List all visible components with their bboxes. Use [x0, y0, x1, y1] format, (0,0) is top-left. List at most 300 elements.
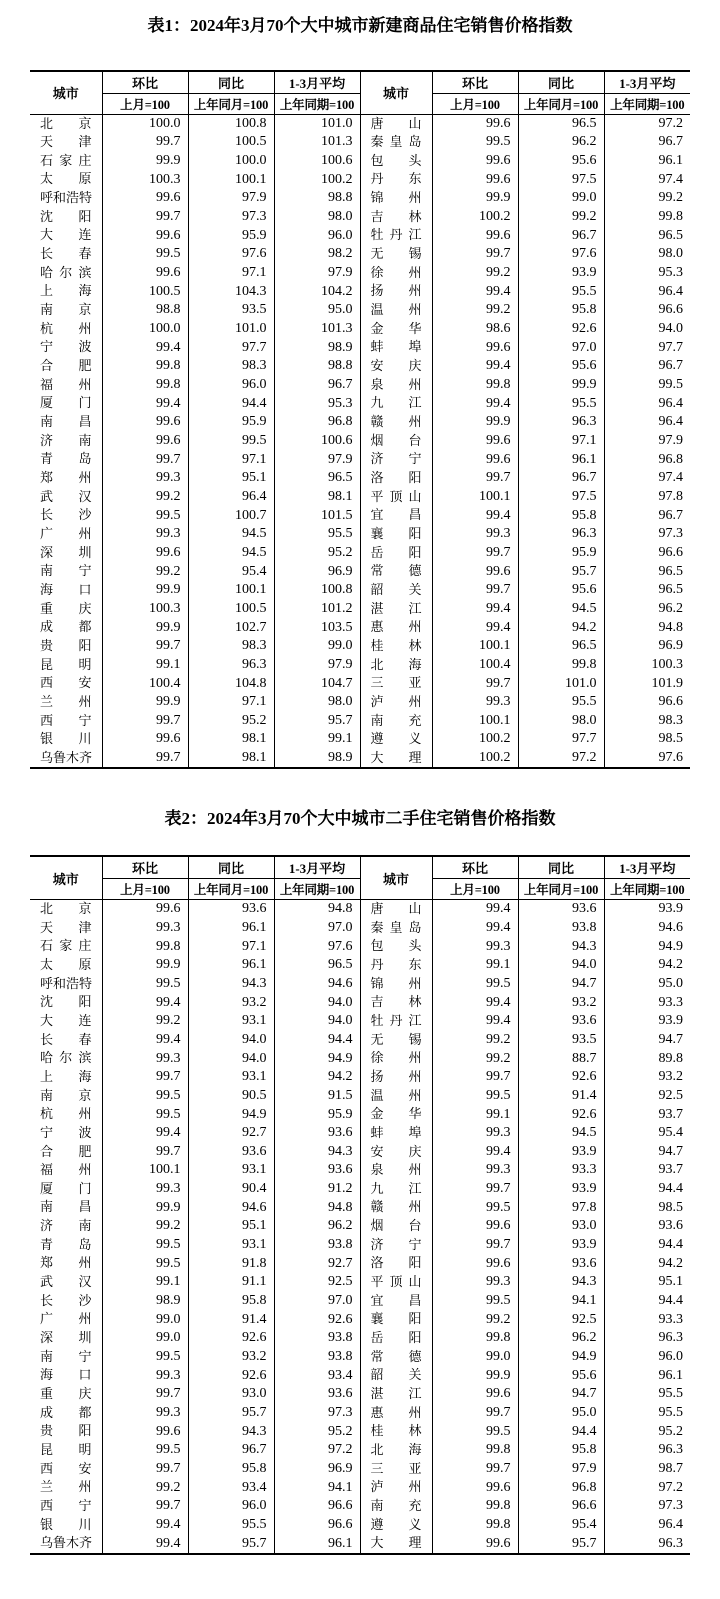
city-name: 平顶山 — [370, 488, 422, 504]
city-name: 长沙 — [40, 1292, 92, 1308]
city-name: 九江 — [370, 395, 422, 411]
city-cell — [360, 1310, 432, 1329]
city-name: 无锡 — [370, 1031, 422, 1047]
index-value-cell: 99.4 — [102, 993, 188, 1012]
table-row — [30, 600, 690, 619]
city-cell — [360, 208, 432, 227]
city-cell — [360, 712, 432, 731]
city-name: 惠州 — [370, 619, 422, 635]
index-value-cell: 94.5 — [188, 544, 274, 563]
index-value-cell: 95.1 — [188, 1217, 274, 1236]
index-value-cell: 99.5 — [102, 1348, 188, 1367]
index-value-cell: 98.1 — [274, 488, 360, 507]
city-name: 沈阳 — [40, 994, 92, 1010]
index-value-cell: 94.5 — [518, 1124, 604, 1143]
index-value-cell: 99.8 — [658, 209, 683, 225]
city-cell — [30, 525, 102, 544]
city-name: 惠州 — [370, 1404, 422, 1420]
index-value-cell: 96.7 — [518, 469, 604, 488]
header-mom-base-right: 上月=100 — [432, 93, 518, 114]
city-name: 南昌 — [40, 1199, 92, 1215]
index-value-cell: 96.1 — [188, 956, 274, 975]
index-value-cell: 101.0 — [274, 114, 360, 133]
city-cell — [30, 1348, 102, 1367]
table-row — [30, 432, 690, 451]
index-value-cell: 97.3 — [274, 1404, 360, 1423]
index-value-cell: 93.3 — [518, 1161, 604, 1180]
index-value-cell: 99.6 — [102, 189, 188, 208]
index-value-cell: 97.2 — [274, 1441, 360, 1460]
index-value-cell: 95.9 — [188, 413, 274, 432]
index-value-cell: 96.3 — [188, 656, 274, 675]
index-value-cell: 100.1 — [102, 1161, 188, 1180]
index-value-cell: 99.5 — [432, 975, 518, 994]
city-cell — [30, 749, 102, 769]
city-name: 兰州 — [40, 1479, 92, 1495]
index-value-cell: 99.2 — [432, 264, 518, 283]
table-row — [30, 1460, 690, 1479]
city-name: 三亚 — [370, 675, 422, 691]
city-cell — [360, 1031, 432, 1050]
index-value-cell: 95.6 — [518, 152, 604, 171]
index-value-cell: 97.6 — [658, 750, 683, 766]
city-cell — [30, 1460, 102, 1479]
index-value-cell: 99.8 — [102, 357, 188, 376]
city-cell — [360, 133, 432, 152]
city-cell — [360, 170, 432, 189]
index-value-cell: 99.6 — [102, 413, 188, 432]
header-yoy-left: 同比 — [188, 856, 274, 878]
city-cell — [360, 1180, 432, 1199]
city-cell — [360, 245, 432, 264]
city-name: 海口 — [40, 1367, 92, 1383]
index-value-cell: 98.5 — [658, 1199, 683, 1215]
city-name: 成都 — [40, 1404, 92, 1420]
city-name: 金华 — [370, 1106, 422, 1122]
index-value-cell: 91.2 — [274, 1180, 360, 1199]
city-name: 岳阳 — [370, 544, 422, 560]
table1-header — [30, 71, 690, 114]
table-row — [30, 730, 690, 749]
table-row — [30, 1068, 690, 1087]
index-value-cell: 99.4 — [432, 506, 518, 525]
table-row — [30, 693, 690, 712]
city-cell — [30, 544, 102, 563]
index-value-cell: 96.6 — [658, 302, 683, 318]
index-value-cell: 96.4 — [658, 395, 683, 411]
index-value-cell: 99.5 — [102, 506, 188, 525]
table-row — [30, 1217, 690, 1236]
table-row — [30, 264, 690, 283]
index-value-cell: 99.2 — [432, 1031, 518, 1050]
city-name: 贵阳 — [40, 1423, 92, 1439]
index-value-cell: 97.2 — [658, 115, 683, 131]
index-value-cell: 96.7 — [658, 134, 683, 150]
table-row — [30, 1031, 690, 1050]
index-value-cell: 99.8 — [432, 1329, 518, 1348]
table-row — [30, 506, 690, 525]
header-yoy-base-left: 上年同月=100 — [188, 93, 274, 114]
table-row — [30, 919, 690, 938]
index-value-cell: 99.6 — [432, 432, 518, 451]
index-value-cell: 95.3 — [658, 265, 683, 281]
index-value-cell: 94.1 — [274, 1478, 360, 1497]
city-cell — [360, 1329, 432, 1348]
index-value-cell: 97.9 — [188, 189, 274, 208]
index-value-cell: 97.9 — [274, 656, 360, 675]
header-avg-base-left: 上年同期=100 — [274, 878, 360, 899]
index-value-cell: 99.5 — [102, 245, 188, 264]
index-value-cell: 94.4 — [188, 394, 274, 413]
index-value-cell: 99.6 — [432, 170, 518, 189]
city-cell — [360, 600, 432, 619]
table-row — [30, 1385, 690, 1404]
header-yoy-base-right: 上年同月=100 — [518, 878, 604, 899]
table-row — [30, 637, 690, 656]
city-cell — [30, 1516, 102, 1535]
index-value-cell: 99.7 — [432, 1460, 518, 1479]
index-value-cell: 96.6 — [658, 544, 683, 560]
index-value-cell: 94.4 — [518, 1422, 604, 1441]
index-value-cell: 95.7 — [518, 562, 604, 581]
index-value-cell: 103.5 — [274, 618, 360, 637]
index-value-cell: 98.6 — [432, 320, 518, 339]
index-value-cell: 99.4 — [432, 618, 518, 637]
city-name: 石家庄 — [40, 152, 92, 168]
city-name: 厦门 — [40, 395, 92, 411]
new-home-index-section — [30, 14, 690, 769]
index-value-cell: 95.9 — [518, 544, 604, 563]
city-name: 平顶山 — [370, 1274, 422, 1290]
index-value-cell: 92.7 — [188, 1124, 274, 1143]
index-value-cell: 100.0 — [102, 320, 188, 339]
index-value-cell: 94.2 — [658, 1255, 683, 1271]
city-name: 宜昌 — [370, 507, 422, 523]
header-avg-left: 1-3月平均 — [274, 856, 360, 878]
index-value-cell: 93.1 — [188, 1012, 274, 1031]
index-value-cell: 100.2 — [432, 749, 518, 769]
header-mom-right: 环比 — [432, 71, 518, 93]
city-name: 金华 — [370, 320, 422, 336]
index-value-cell: 95.6 — [518, 581, 604, 600]
index-value-cell: 99.7 — [432, 581, 518, 600]
index-value-cell: 99.7 — [102, 637, 188, 656]
table-row — [30, 1124, 690, 1143]
city-name: 泸州 — [370, 1479, 422, 1495]
table-row — [30, 1478, 690, 1497]
table-row — [30, 1497, 690, 1516]
index-value-cell: 96.3 — [518, 525, 604, 544]
city-cell — [360, 1161, 432, 1180]
city-name: 桂林 — [370, 1423, 422, 1439]
index-value-cell: 93.6 — [188, 899, 274, 918]
index-value-cell: 95.5 — [518, 282, 604, 301]
city-cell — [360, 1217, 432, 1236]
index-value-cell: 101.3 — [274, 133, 360, 152]
index-value-cell: 99.8 — [432, 1441, 518, 1460]
index-value-cell: 100.1 — [188, 581, 274, 600]
city-cell — [30, 1404, 102, 1423]
index-value-cell: 102.7 — [188, 618, 274, 637]
index-value-cell: 99.4 — [432, 993, 518, 1012]
city-name: 广州 — [40, 525, 92, 541]
header-city-left: 城市 — [30, 71, 102, 114]
index-value-cell: 101.0 — [188, 320, 274, 339]
index-value-cell: 94.9 — [518, 1348, 604, 1367]
city-name: 昆明 — [40, 1442, 92, 1457]
index-value-cell: 100.8 — [188, 114, 274, 133]
index-value-cell: 99.8 — [432, 376, 518, 395]
table-row — [30, 1273, 690, 1292]
index-value-cell: 100.7 — [188, 506, 274, 525]
table-row — [30, 544, 690, 563]
table-row — [30, 1366, 690, 1385]
index-value-cell: 99.6 — [432, 152, 518, 171]
index-value-cell: 96.9 — [658, 638, 683, 654]
index-value-cell: 99.6 — [102, 1422, 188, 1441]
index-value-cell: 95.1 — [658, 1274, 683, 1290]
index-value-cell: 95.5 — [518, 394, 604, 413]
table-row — [30, 1105, 690, 1124]
city-cell — [30, 488, 102, 507]
index-value-cell: 97.9 — [658, 432, 683, 448]
index-value-cell: 95.8 — [188, 1460, 274, 1479]
city-name: 呼和浩特 — [40, 190, 93, 206]
index-value-cell: 99.7 — [102, 133, 188, 152]
city-name: 济南 — [40, 432, 92, 448]
city-name: 上海 — [40, 283, 92, 299]
index-value-cell: 94.8 — [274, 899, 360, 918]
index-value-cell: 96.3 — [518, 413, 604, 432]
city-cell — [360, 114, 432, 133]
city-cell — [30, 506, 102, 525]
index-value-cell: 95.9 — [188, 226, 274, 245]
index-value-cell: 101.2 — [274, 600, 360, 619]
index-value-cell: 99.1 — [432, 1105, 518, 1124]
city-name: 重庆 — [40, 1386, 92, 1402]
index-value-cell: 98.8 — [102, 301, 188, 320]
city-cell — [30, 919, 102, 938]
city-name: 杭州 — [40, 1106, 92, 1122]
index-value-cell: 95.5 — [658, 1405, 683, 1421]
index-value-cell: 94.8 — [274, 1198, 360, 1217]
index-value-cell: 100.2 — [432, 730, 518, 749]
index-value-cell: 96.4 — [188, 488, 274, 507]
index-value-cell: 95.7 — [274, 712, 360, 731]
index-value-cell: 95.7 — [188, 1534, 274, 1554]
index-value-cell: 99.4 — [432, 600, 518, 619]
index-value-cell: 95.4 — [188, 562, 274, 581]
index-value-cell: 99.7 — [102, 1068, 188, 1087]
index-value-cell: 96.5 — [658, 563, 683, 579]
index-value-cell: 100.1 — [432, 637, 518, 656]
header-city-left: 城市 — [30, 856, 102, 899]
index-value-cell: 99.6 — [432, 1478, 518, 1497]
table-row — [30, 1422, 690, 1441]
city-name: 深圳 — [40, 1330, 92, 1346]
index-value-cell: 94.6 — [274, 975, 360, 994]
city-name: 三亚 — [370, 1460, 422, 1476]
header-yoy-right: 同比 — [518, 856, 604, 878]
header-avg-left: 1-3月平均 — [274, 71, 360, 93]
index-value-cell: 99.9 — [432, 189, 518, 208]
index-value-cell: 96.7 — [658, 358, 683, 374]
index-value-cell: 92.5 — [518, 1310, 604, 1329]
city-name: 福州 — [40, 376, 92, 392]
index-value-cell: 99.2 — [432, 1049, 518, 1068]
city-name: 海口 — [40, 581, 92, 597]
index-value-cell: 97.1 — [188, 693, 274, 712]
city-cell — [360, 956, 432, 975]
index-value-cell: 99.0 — [518, 189, 604, 208]
city-cell — [360, 1068, 432, 1087]
city-cell — [360, 506, 432, 525]
header-yoy-left: 同比 — [188, 71, 274, 93]
city-cell — [30, 450, 102, 469]
index-value-cell: 99.5 — [102, 1441, 188, 1460]
city-cell — [360, 1422, 432, 1441]
index-value-cell: 95.3 — [274, 394, 360, 413]
index-value-cell: 99.9 — [432, 1366, 518, 1385]
index-value-cell: 99.3 — [432, 693, 518, 712]
city-name: 泉州 — [370, 376, 422, 392]
index-value-cell: 96.1 — [518, 450, 604, 469]
index-value-cell: 99.5 — [102, 975, 188, 994]
index-value-cell: 99.2 — [432, 1310, 518, 1329]
index-value-cell: 97.8 — [658, 488, 683, 504]
index-value-cell: 95.9 — [274, 1105, 360, 1124]
index-value-cell: 99.5 — [188, 432, 274, 451]
index-value-cell: 94.2 — [518, 618, 604, 637]
city-name: 徐州 — [370, 1050, 422, 1066]
city-name: 九江 — [370, 1180, 422, 1196]
city-name: 福州 — [40, 1162, 92, 1178]
city-name: 吉林 — [370, 208, 422, 224]
index-value-cell: 99.3 — [102, 1366, 188, 1385]
city-cell — [30, 1366, 102, 1385]
city-name: 唐山 — [370, 115, 422, 131]
index-value-cell: 96.7 — [518, 226, 604, 245]
city-cell — [30, 1105, 102, 1124]
index-value-cell: 97.3 — [658, 1498, 683, 1514]
index-value-cell: 96.5 — [518, 637, 604, 656]
city-name: 西宁 — [40, 1497, 92, 1513]
index-value-cell: 97.1 — [188, 450, 274, 469]
city-name: 扬州 — [370, 1068, 422, 1084]
city-cell — [360, 282, 432, 301]
index-value-cell: 100.5 — [188, 133, 274, 152]
table-row — [30, 488, 690, 507]
index-value-cell: 96.8 — [274, 413, 360, 432]
index-value-cell: 98.3 — [188, 637, 274, 656]
table-row — [30, 674, 690, 693]
city-cell — [360, 357, 432, 376]
city-name: 乌鲁木齐 — [40, 749, 93, 765]
index-value-cell: 97.5 — [518, 488, 604, 507]
index-value-cell: 96.7 — [274, 376, 360, 395]
index-value-cell: 99.3 — [102, 525, 188, 544]
index-value-cell: 94.7 — [658, 1143, 683, 1159]
city-name: 石家庄 — [40, 938, 92, 954]
table-row — [30, 1254, 690, 1273]
table-row — [30, 1348, 690, 1367]
index-value-cell: 99.5 — [432, 1292, 518, 1311]
index-value-cell: 99.4 — [432, 394, 518, 413]
city-cell — [360, 376, 432, 395]
city-cell — [360, 1143, 432, 1162]
city-name: 北京 — [40, 900, 92, 916]
index-value-cell: 95.0 — [274, 301, 360, 320]
index-value-cell: 99.5 — [432, 133, 518, 152]
index-value-cell: 91.4 — [188, 1310, 274, 1329]
city-cell — [360, 937, 432, 956]
index-value-cell: 93.2 — [188, 1348, 274, 1367]
index-value-cell: 97.9 — [274, 264, 360, 283]
city-cell — [30, 413, 102, 432]
index-value-cell: 99.0 — [274, 637, 360, 656]
index-value-cell: 99.3 — [102, 1049, 188, 1068]
index-value-cell: 95.8 — [188, 1292, 274, 1311]
index-value-cell: 96.4 — [658, 414, 683, 430]
city-cell — [30, 301, 102, 320]
index-value-cell: 97.6 — [188, 245, 274, 264]
city-cell — [30, 152, 102, 171]
city-name: 兰州 — [40, 693, 92, 709]
index-value-cell: 99.1 — [102, 656, 188, 675]
index-value-cell: 93.9 — [518, 1236, 604, 1255]
index-value-cell: 99.6 — [432, 1254, 518, 1273]
index-value-cell: 99.6 — [102, 432, 188, 451]
index-value-cell: 94.5 — [518, 600, 604, 619]
index-value-cell: 93.0 — [518, 1217, 604, 1236]
city-cell — [30, 730, 102, 749]
index-value-cell: 100.6 — [274, 432, 360, 451]
city-name: 无锡 — [370, 246, 422, 262]
index-value-cell: 99.2 — [518, 208, 604, 227]
index-value-cell: 93.6 — [518, 899, 604, 918]
city-cell — [30, 245, 102, 264]
index-value-cell: 98.9 — [274, 749, 360, 769]
city-cell — [30, 1310, 102, 1329]
city-cell — [360, 730, 432, 749]
index-value-cell: 99.4 — [432, 282, 518, 301]
index-value-cell: 95.0 — [658, 975, 683, 991]
table-row — [30, 1087, 690, 1106]
index-value-cell: 99.4 — [432, 1012, 518, 1031]
city-cell — [360, 413, 432, 432]
index-value-cell: 93.6 — [518, 1012, 604, 1031]
table-row — [30, 712, 690, 731]
index-value-cell: 99.2 — [658, 190, 683, 206]
city-name: 丹东 — [370, 956, 422, 972]
index-value-cell: 91.1 — [188, 1273, 274, 1292]
city-cell — [30, 189, 102, 208]
index-value-cell: 99.8 — [102, 937, 188, 956]
city-name: 杭州 — [40, 320, 92, 336]
index-value-cell: 99.5 — [658, 377, 683, 393]
index-value-cell: 99.7 — [432, 1180, 518, 1199]
index-value-cell: 99.7 — [432, 245, 518, 264]
index-value-cell: 92.6 — [518, 1068, 604, 1087]
city-cell — [30, 618, 102, 637]
index-value-cell: 93.0 — [188, 1385, 274, 1404]
index-value-cell: 96.2 — [658, 600, 683, 616]
index-value-cell: 98.0 — [274, 693, 360, 712]
city-cell — [360, 338, 432, 357]
index-value-cell: 94.9 — [274, 1049, 360, 1068]
index-value-cell: 95.6 — [518, 1366, 604, 1385]
city-cell — [360, 1516, 432, 1535]
